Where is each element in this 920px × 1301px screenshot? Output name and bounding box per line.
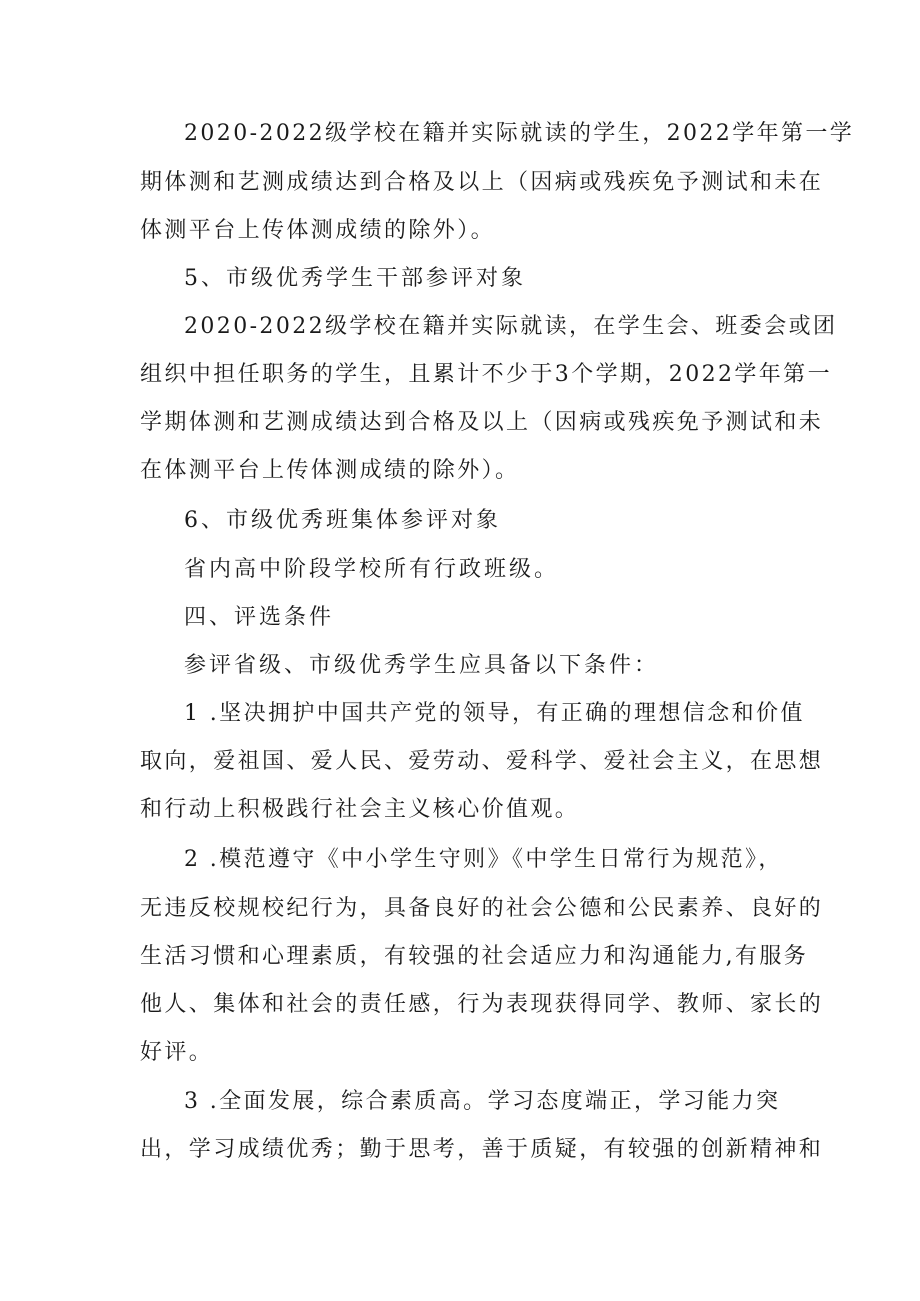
text-line: 体测平台上传体测成绩的除外）。 <box>140 218 496 243</box>
section-heading: 5、市级优秀学生干部参评对象 <box>184 266 526 291</box>
text-line: 学期体测和艺测成绩达到合格及以上（因病或残疾免予测试和未 <box>140 410 824 435</box>
text-line: 1 .坚决拥护中国共产党的领导，有正确的理想信念和价值 <box>184 701 805 726</box>
text-line: 他人、集体和社会的责任感，行为表现获得同学、教师、家长的 <box>140 992 824 1017</box>
text-line: 2 .模范遵守《中小学生守则》《中学生日常行为规范》， <box>184 847 783 872</box>
text-line: 期体测和艺测成绩达到合格及以上（因病或残疾免予测试和未在 <box>140 170 824 195</box>
section-heading: 6、市级优秀班集体参评对象 <box>184 508 501 533</box>
section-heading: 四、评选条件 <box>184 605 335 630</box>
text-line: 组织中担任职务的学生，且累计不少于3个学期，2022学年第一 <box>140 362 832 387</box>
text-line: 2020-2022级学校在籍并实际就读的学生，2022学年第一学 <box>184 121 855 146</box>
text-line: 参评省级、市级优秀学生应具备以下条件： <box>184 653 660 678</box>
text-line: 取向，爱祖国、爱人民、爱劳动、爱科学、爱社会主义，在思想 <box>140 749 824 774</box>
text-line: 省内高中阶段学校所有行政班级。 <box>184 557 560 582</box>
text-line: 3 .全面发展，综合素质高。学习态度端正，学习能力突 <box>184 1089 781 1114</box>
text-line: 无违反校规校纪行为，具备良好的社会公德和公民素养、良好的 <box>140 896 824 921</box>
text-line: 生活习惯和心理素质，有较强的社会适应力和沟通能力,有服务 <box>140 944 809 969</box>
text-line: 出，学习成绩优秀；勤于思考，善于质疑，有较强的创新精神和 <box>140 1137 824 1162</box>
text-line: 2020-2022级学校在籍并实际就读，在学生会、班委会或团 <box>184 314 838 339</box>
text-line: 在体测平台上传体测成绩的除外）。 <box>140 458 520 483</box>
text-line: 和行动上积极践行社会主义核心价值观。 <box>140 797 580 822</box>
text-line: 好评。 <box>140 1040 214 1065</box>
